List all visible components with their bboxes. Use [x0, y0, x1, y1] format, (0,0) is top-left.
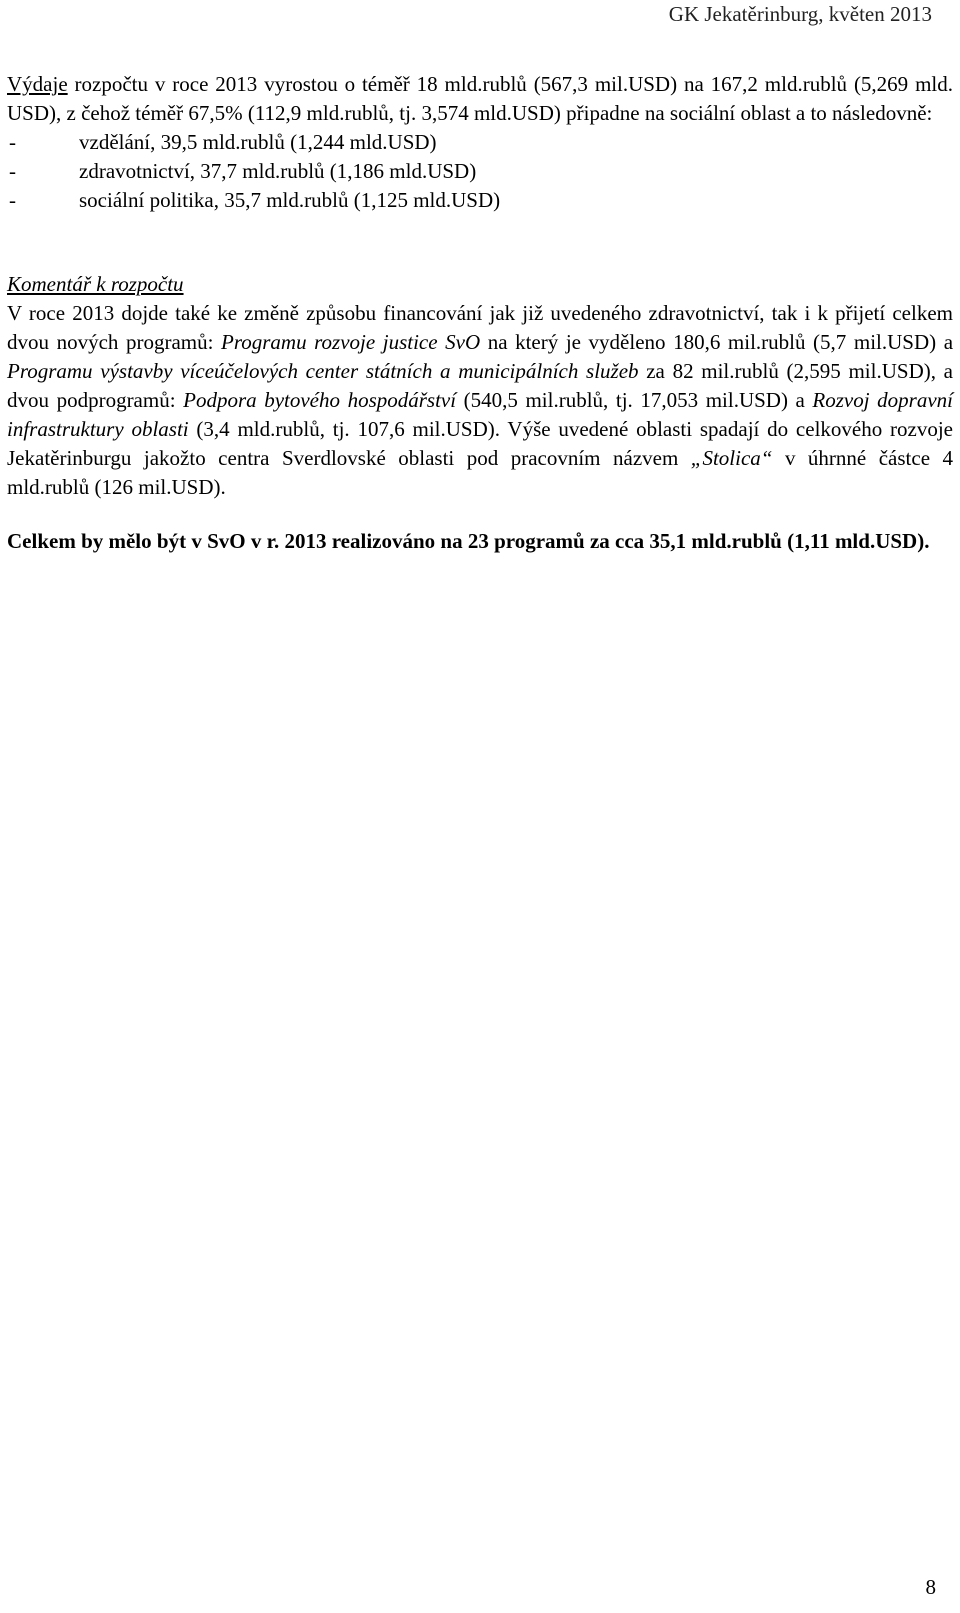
list-item-text: zdravotnictví, 37,7 mld.rublů (1,186 mld.USD): [79, 159, 477, 183]
document-body: [7, 70, 953, 556]
list-dash: -: [9, 188, 16, 212]
intro-paragraph: [7, 70, 953, 128]
commentary-text: v úhrnné částce 4 mld.rublů (126 mil.USD).: [7, 446, 953, 499]
list-item: [7, 157, 953, 186]
page-header: GK Jekatěrinburg, květen 2013: [668, 2, 932, 26]
summary-paragraph: Celkem by mělo být v SvO v r. 2013 realizováno na 23 programů za cca 35,1 mld.rublů (1,11 mld.USD).: [7, 529, 930, 553]
list-item: [7, 128, 953, 157]
commentary-title: Komentář k rozpočtu: [7, 272, 184, 296]
subprogram-name: Podpora bytového hospodářství: [183, 388, 457, 412]
list-item-text: sociální politika, 35,7 mld.rublů (1,125 mld.USD): [79, 188, 501, 212]
commentary-text: (540,5 mil.rublů, tj. 17,053 mil.USD) a: [456, 388, 813, 412]
program-name: Programu rozvoje justice SvO: [221, 330, 481, 354]
spending-list: [7, 128, 953, 215]
commentary-paragraph: [7, 299, 953, 502]
list-dash: -: [9, 159, 16, 183]
list-item-text: vzdělání, 39,5 mld.rublů (1,244 mld.USD): [79, 130, 437, 154]
commentary-text: na který je vyděleno 180,6 mil.rublů (5,7 mil.USD) a: [480, 330, 954, 354]
list-item: [7, 186, 953, 215]
list-dash: -: [9, 130, 16, 154]
intro-text: rozpočtu v roce 2013 vyrostou o téměř 18 mld.rublů (567,3 mil.USD) na 167,2 mld.rublů (5,269 mld. USD), z čehož téměř 67,5% (112,9 mld.rublů, tj. 3,574 mld.USD) připadne na sociální oblast a to následovně:: [7, 72, 953, 125]
intro-label: Výdaje: [7, 72, 68, 96]
project-name: „Stolica“: [690, 446, 773, 470]
commentary-text: (3,4 mld.rublů, tj. 107,6 mil.USD). Výše uvedené oblasti spadají do celkového rozvoje Jekatěrinburgu jakožto centra Sverdlovské oblasti pod pracovním názvem: [7, 417, 953, 470]
commentary-text: za 82 mil.rublů (2,595 mil.USD), a dvou podprogramů:: [7, 359, 953, 412]
subprogram-name: Rozvoj dopravní infrastruktury oblasti: [7, 388, 953, 441]
program-name: Programu výstavby víceúčelových center státních a municipálních služeb: [7, 359, 639, 383]
page-number: 8: [925, 1575, 936, 1599]
commentary-text: V roce 2013 dojde také ke změně způsobu financování jak již uvedeného zdravotnictví, tak i k přijetí celkem dvou nových programů:: [7, 301, 953, 354]
